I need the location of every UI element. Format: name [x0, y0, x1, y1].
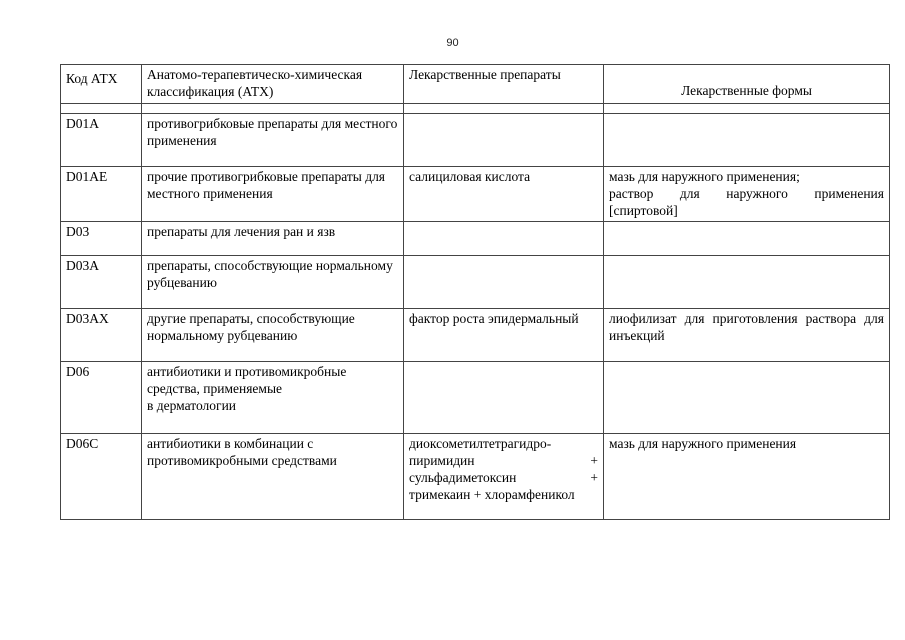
drug-name-line: сульфадиметоксин + — [409, 470, 598, 486]
table-row — [61, 222, 890, 256]
dosage-form-line: раствор для наружного применения [спиртовой] — [609, 185, 884, 218]
atc-code: D03AX — [61, 309, 142, 362]
atc-classification: антибиотики в комбинации с противомикробными средствами — [142, 434, 404, 520]
atc-classification: препараты, способствующие нормальному рубцеванию — [142, 256, 404, 309]
table-row — [61, 256, 890, 309]
plus-sign: + — [590, 453, 598, 469]
table-row — [61, 166, 890, 222]
atc-code: D01AE — [61, 166, 142, 222]
atc-classification: препараты для лечения ран и язв — [142, 222, 404, 256]
drug-name — [404, 434, 604, 520]
header-drugs: Лекарственные препараты — [404, 65, 604, 104]
drug-name: фактор роста эпидермальный — [404, 309, 604, 362]
plus-sign: + — [590, 470, 598, 486]
page-number: 90 — [446, 37, 459, 49]
table-header-row — [61, 65, 890, 104]
table-row — [61, 113, 890, 166]
dosage-form — [604, 166, 890, 222]
table-row — [61, 309, 890, 362]
header-atc-code: Код АТХ — [61, 65, 142, 104]
atc-classification: другие препараты, способствующие нормальному рубцеванию — [142, 309, 404, 362]
atc-code: D03 — [61, 222, 142, 256]
classification-line: средства, применяемые — [147, 381, 283, 397]
header-dosage-forms: Лекарственные формы — [604, 65, 890, 104]
atc-code: D01A — [61, 113, 142, 166]
classification-line: антибиотики и противомикробные — [147, 364, 347, 380]
dosage-form: мазь для наружного применения — [604, 434, 890, 520]
drug-name-line: диоксометилтетрагидро- — [409, 436, 552, 452]
drug-name — [404, 113, 604, 166]
atc-classification — [142, 362, 404, 434]
drug-name-line: пиримидин + — [409, 453, 598, 469]
dosage-form-line: мазь для наружного применения; — [609, 168, 800, 184]
atc-table — [60, 64, 890, 520]
table-row — [61, 362, 890, 434]
drug-name — [404, 256, 604, 309]
atc-code: D06C — [61, 434, 142, 520]
dosage-form — [604, 362, 890, 434]
drug-name-line: тримекаин + хлорамфеникол — [409, 487, 575, 502]
dosage-form: лиофилизат для приготовления раствора для инъекций — [604, 309, 890, 362]
atc-code: D03A — [61, 256, 142, 309]
header-spacer-row — [61, 103, 890, 113]
header-atc-classification: Анатомо-терапевтическо-химическая классификация (АТХ) — [142, 65, 404, 104]
dosage-form — [604, 113, 890, 166]
table-row — [61, 434, 890, 520]
classification-line: в дерматологии — [147, 398, 237, 414]
dosage-form — [604, 222, 890, 256]
dosage-form — [604, 256, 890, 309]
drug-name — [404, 222, 604, 256]
drug-name: салициловая кислота — [404, 166, 604, 222]
drug-name — [404, 362, 604, 434]
atc-classification: прочие противогрибковые препараты для местного применения — [142, 166, 404, 222]
atc-code: D06 — [61, 362, 142, 434]
atc-classification: противогрибковые препараты для местного применения — [142, 113, 404, 166]
